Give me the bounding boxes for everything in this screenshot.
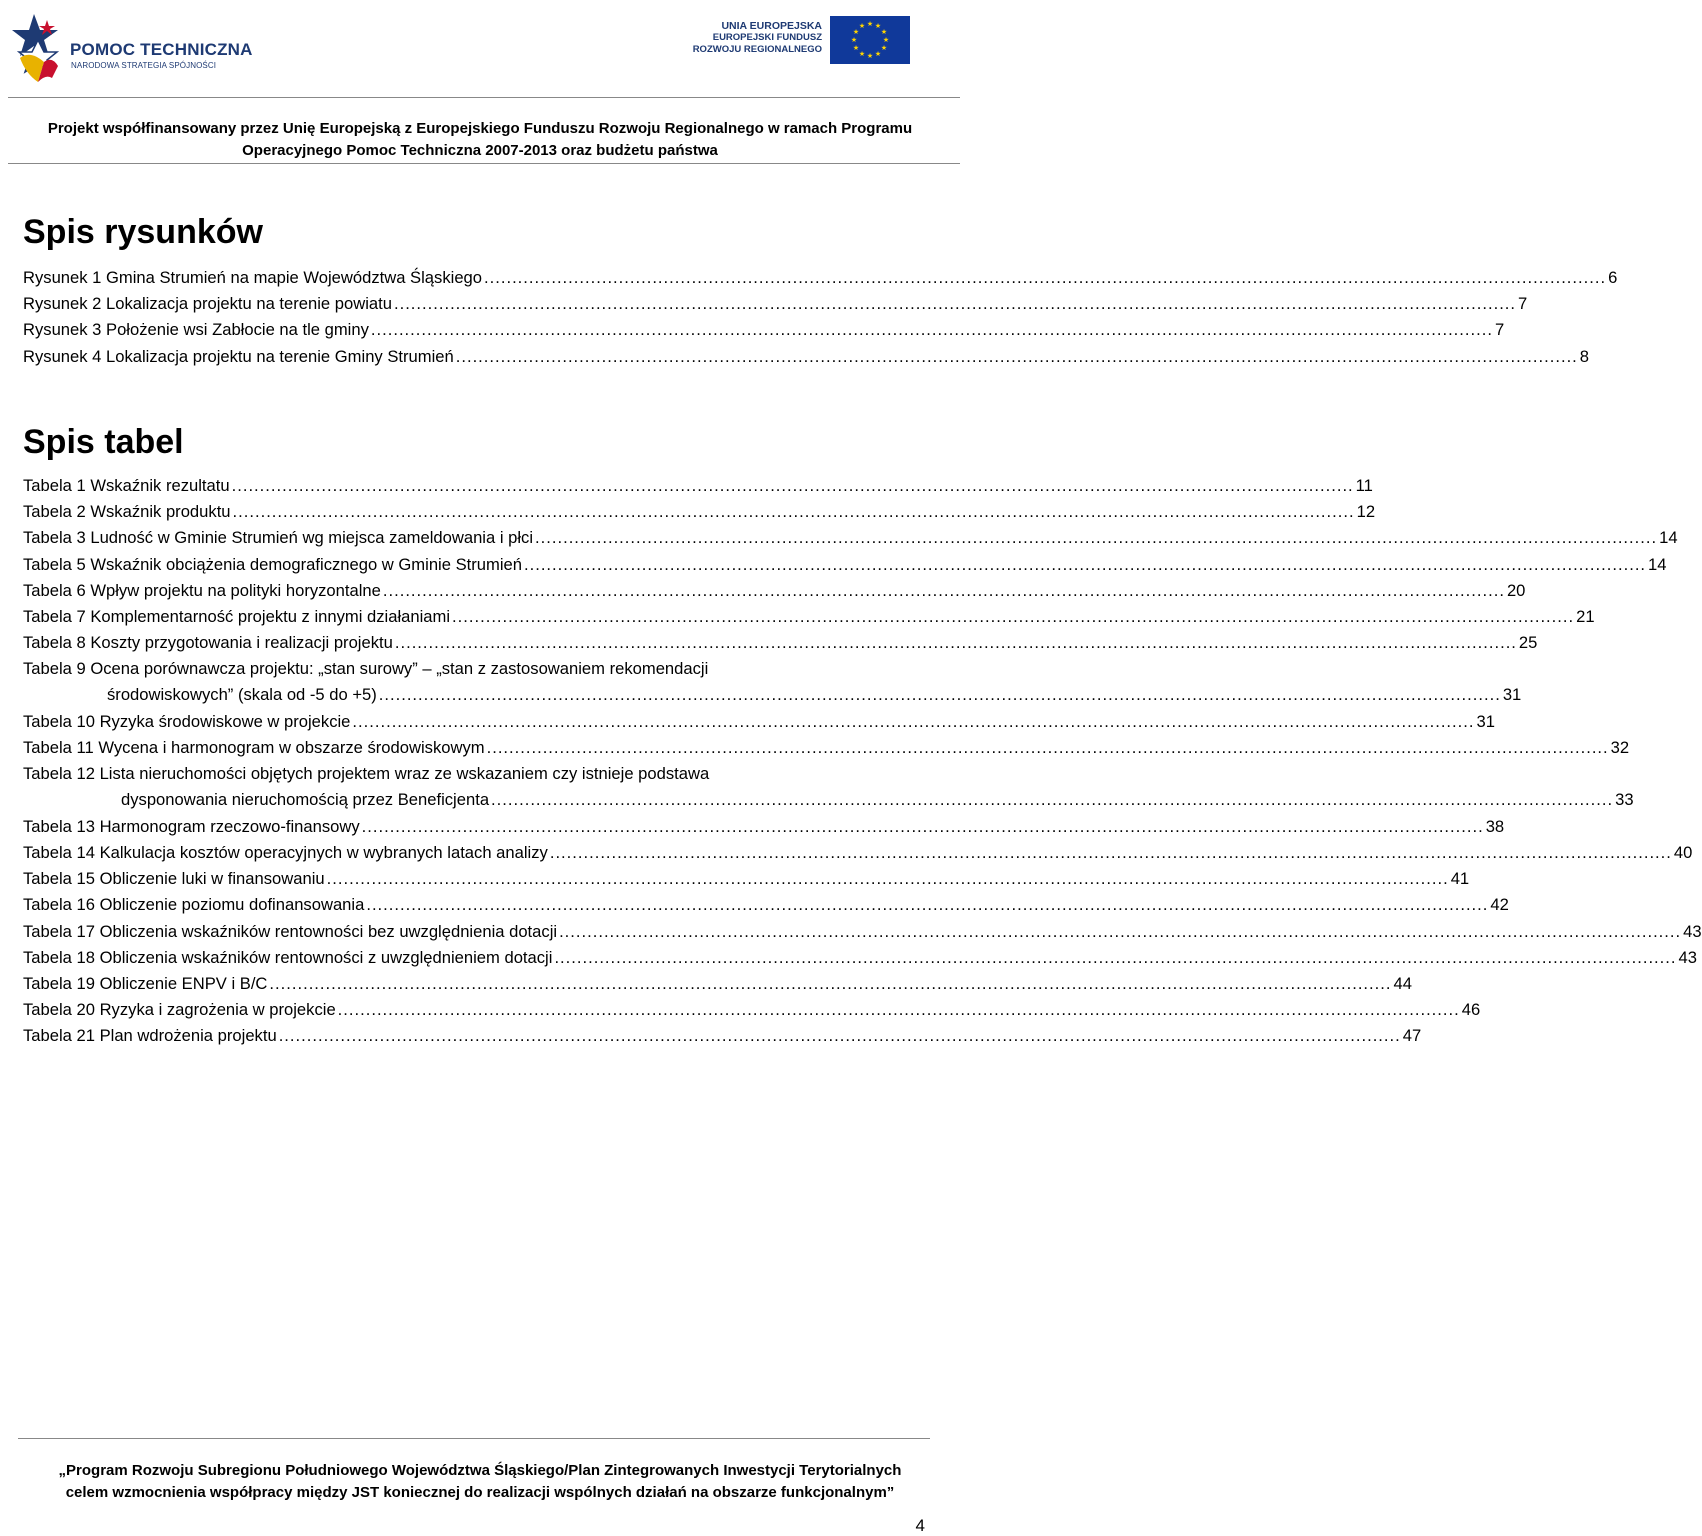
toc-dot-leader: ........................................................................................................................................................................................................	[393, 294, 1517, 314]
logo-brand-text: POMOC TECHNICZNA	[70, 40, 253, 59]
toc-entry[interactable]	[23, 525, 1678, 551]
toc-dot-leader: ........................................................................................................................................................................................................	[231, 476, 1354, 495]
toc-entry-page: 38	[1485, 816, 1505, 836]
toc-dot-leader: ........................................................................................................................................................................................................	[394, 633, 1517, 653]
header-top-rule	[8, 97, 960, 98]
toc-dot-leader: ........................................................................................................................................................................................................	[378, 685, 1501, 705]
toc-entry-title: Tabela 15 Obliczenie luki w finansowaniu	[23, 869, 325, 889]
toc-entry-title: Tabela 7 Komplementarność projektu z innymi działaniami	[23, 607, 451, 626]
toc-entry-page: 44	[1393, 974, 1412, 993]
svg-text:★: ★	[866, 52, 874, 60]
toc-entry[interactable]	[23, 265, 1618, 291]
toc-entry-page: 33	[1615, 790, 1634, 810]
toc-entry[interactable]	[23, 552, 1667, 578]
toc-entry-page: 8	[1579, 346, 1590, 366]
toc-entry-title: Tabela 6 Wpływ projektu na polityki horyzontalne	[23, 580, 381, 600]
toc-entry-title: Tabela 8 Koszty przygotowania i realizacji projektu	[23, 633, 393, 653]
toc-entry[interactable]	[23, 866, 1470, 892]
toc-dot-leader: ........................................................................................................................................................................................................	[452, 607, 1575, 626]
svg-text:★: ★	[852, 44, 860, 52]
footer-program-info	[0, 1460, 960, 1504]
footer-line1: „Program Rozwoju Subregionu Południowego Województwa Śląskiego/Plan Zintegrowanych Inwestycji Terytorialnych	[58, 1462, 902, 1479]
toc-dot-leader: ........................................................................................................................................................................................................	[523, 554, 1647, 574]
toc-entry-page: 47	[1402, 1026, 1422, 1046]
toc-dot-leader: ........................................................................................................................................................................................................	[326, 869, 1449, 889]
toc-dot-leader: ........................................................................................................................................................................................................	[352, 711, 1475, 731]
toc-entry[interactable]	[23, 814, 1505, 840]
footer-line2: celem wzmocnienia współpracy między JST koniecznej do realizacji wspólnych działań na obszarze funkcjonalnym”	[65, 1484, 895, 1501]
toc-entry-title: Rysunek 2 Lokalizacja projektu na terenie powiatu	[23, 294, 392, 314]
toc-entry[interactable]	[23, 997, 1481, 1023]
toc-entry-page: 41	[1450, 869, 1470, 889]
toc-dot-leader: ........................................................................................................................................................................................................	[278, 1026, 1401, 1046]
svg-text:★: ★	[850, 36, 858, 44]
toc-entry[interactable]	[23, 919, 1702, 945]
header-bottom-rule	[8, 163, 960, 164]
toc-entry-title: Tabela 19 Obliczenie ENPV i B/C	[23, 974, 268, 993]
toc-entry[interactable]	[23, 840, 1693, 866]
tables-heading: Spis tabel	[23, 423, 184, 461]
logo-subtitle-text: NARODOWA STRATEGIA SPÓJNOŚCI	[71, 61, 217, 70]
toc-entry-title: Tabela 11 Wycena i harmonogram w obszarze środowiskowym	[23, 738, 485, 758]
toc-entry-title: Tabela 20 Ryzyka i zagrożenia w projekcie	[23, 1000, 336, 1020]
toc-dot-leader: ........................................................................................................................................................................................................	[484, 268, 1607, 287]
eu-logo-line1: UNIA EUROPEJSKA	[721, 20, 822, 32]
toc-entry-page: 21	[1576, 607, 1595, 626]
toc-entry[interactable]	[23, 735, 1630, 761]
toc-dot-leader: ........................................................................................................................................................................................................	[361, 816, 1484, 836]
toc-entry-page: 6	[1608, 268, 1618, 287]
toc-entry-title: Tabela 13 Harmonogram rzeczowo-finansowy	[23, 816, 360, 836]
toc-entry[interactable]	[23, 971, 1412, 997]
footer-rule	[18, 1438, 930, 1439]
toc-entry[interactable]	[23, 499, 1376, 525]
toc-entry-page: 31	[1476, 711, 1495, 731]
toc-dot-leader: ........................................................................................................................................................................................................	[366, 895, 1489, 915]
svg-text:★: ★	[880, 44, 888, 52]
eu-logo-line3: ROZWOJU REGIONALNEGO	[692, 44, 822, 55]
toc-entry-title: Tabela 2 Wskaźnik produktu	[23, 502, 231, 522]
toc-entry-page: 43	[1683, 921, 1702, 941]
toc-entry[interactable]	[23, 604, 1595, 630]
toc-entry[interactable]	[23, 578, 1526, 604]
toc-entry-title: Tabela 16 Obliczenie poziomu dofinansowania	[23, 895, 365, 915]
toc-entry[interactable]	[23, 709, 1495, 735]
toc-entry-title: Tabela 3 Ludność w Gminie Strumień wg miejsca zameldowania i płci	[23, 528, 534, 548]
toc-entry[interactable]	[23, 656, 1522, 708]
toc-entry[interactable]	[23, 761, 1634, 813]
toc-dot-leader: ........................................................................................................................................................................................................	[491, 790, 1614, 810]
svg-text:★: ★	[866, 20, 874, 28]
toc-entry[interactable]	[23, 473, 1373, 499]
toc-entry-title: Rysunek 1 Gmina Strumień na mapie Województwa Śląskiego	[23, 268, 483, 287]
toc-entry-page: 7	[1494, 320, 1505, 340]
svg-text:★: ★	[874, 50, 882, 58]
toc-dot-leader: ........................................................................................................................................................................................................	[559, 921, 1682, 941]
toc-entry-title: Tabela 18 Obliczenia wskaźników rentowności z uwzględnieniem dotacji	[23, 947, 553, 967]
toc-entry-page: 11	[1355, 476, 1373, 495]
svg-text:★: ★	[858, 50, 866, 58]
toc-entry[interactable]	[23, 344, 1590, 370]
svg-text:★: ★	[858, 22, 866, 30]
toc-entry-page: 40	[1673, 843, 1693, 862]
toc-dot-leader: ........................................................................................................................................................................................................	[370, 320, 1493, 340]
toc-entry[interactable]	[23, 291, 1528, 317]
header-project-line1: Projekt współfinansowany przez Unię Europejską z Europejskiego Funduszu Rozwoju Regionalnego w ramach Programu	[47, 120, 913, 137]
toc-entry-page: 31	[1502, 685, 1522, 705]
toc-entry-title-line1: Tabela 12 Lista nieruchomości objętych projektem wraz ze wskazaniem czy istnieje podstawa	[23, 764, 710, 784]
toc-entry-title: Tabela 17 Obliczenia wskaźników rentowności bez uwzględnienia dotacji	[23, 921, 558, 941]
eu-logo	[690, 16, 916, 66]
toc-dot-leader: ........................................................................................................................................................................................................	[232, 502, 1355, 522]
toc-entry-page: 25	[1518, 633, 1538, 653]
toc-entry-title: Tabela 1 Wskaźnik rezultatu	[23, 476, 230, 495]
svg-text:★: ★	[852, 28, 860, 36]
toc-entry-page: 14	[1659, 528, 1678, 548]
toc-entry-page: 32	[1610, 738, 1630, 758]
toc-entry-title-line1: Tabela 9 Ocena porównawcza projektu: „stan surowy” – „stan z zastosowaniem rekomendacji	[23, 659, 709, 679]
toc-entry-page: 7	[1518, 294, 1528, 314]
toc-entry[interactable]	[23, 1023, 1422, 1049]
toc-entry-title: dysponowania nieruchomością przez Beneficjenta	[121, 790, 490, 810]
toc-dot-leader: ........................................................................................................................................................................................................	[549, 843, 1672, 862]
star-emblem-icon	[14, 10, 68, 86]
svg-text:★: ★	[880, 28, 888, 36]
figures-heading: Spis rysunków	[23, 213, 263, 251]
toc-entry-title: środowiskowych” (skala od -5 do +5)	[107, 685, 377, 705]
toc-entry-title: Tabela 14 Kalkulacja kosztów operacyjnych w wybranych latach analizy	[23, 843, 548, 862]
toc-dot-leader: ........................................................................................................................................................................................................	[535, 528, 1658, 548]
toc-dot-leader: ........................................................................................................................................................................................................	[486, 738, 1609, 758]
svg-text:★: ★	[882, 36, 890, 44]
eu-logo-line2: EUROPEJSKI FUNDUSZ	[712, 32, 822, 43]
toc-dot-leader: ........................................................................................................................................................................................................	[455, 346, 1578, 366]
toc-entry[interactable]	[23, 945, 1697, 971]
toc-entry-page: 42	[1490, 895, 1509, 915]
toc-entry[interactable]	[23, 630, 1538, 656]
toc-entry-title: Tabela 10 Ryzyka środowiskowe w projekcie	[23, 711, 351, 731]
toc-dot-leader: ........................................................................................................................................................................................................	[554, 947, 1677, 967]
toc-entry-page: 46	[1461, 1000, 1481, 1020]
header-project-info	[0, 118, 960, 162]
svg-text:★: ★	[874, 22, 882, 30]
toc-entry-page: 14	[1648, 554, 1667, 574]
eu-flag-icon	[830, 16, 910, 64]
toc-dot-leader: ........................................................................................................................................................................................................	[337, 1000, 1460, 1020]
pomoc-techniczna-logo	[14, 10, 254, 86]
page-number: 4	[915, 1516, 925, 1535]
toc-dot-leader: ........................................................................................................................................................................................................	[269, 974, 1392, 993]
header-project-line2: Operacyjnego Pomoc Techniczna 2007-2013 oraz budżetu państwa	[242, 142, 718, 159]
toc-entry[interactable]	[23, 892, 1509, 918]
toc-entry-page: 43	[1678, 947, 1697, 967]
toc-entry-title: Tabela 21 Plan wdrożenia projektu	[23, 1026, 277, 1046]
toc-entry-page: 12	[1356, 502, 1376, 522]
toc-entry-title: Rysunek 4 Lokalizacja projektu na terenie Gminy Strumień	[23, 346, 454, 366]
toc-entry-title: Rysunek 3 Położenie wsi Zabłocie na tle gminy	[23, 320, 369, 340]
toc-entry[interactable]	[23, 317, 1505, 343]
toc-entry-page: 20	[1506, 580, 1526, 600]
toc-dot-leader: ........................................................................................................................................................................................................	[382, 580, 1505, 600]
toc-entry-title: Tabela 5 Wskaźnik obciążenia demograficznego w Gminie Strumień	[23, 554, 522, 574]
